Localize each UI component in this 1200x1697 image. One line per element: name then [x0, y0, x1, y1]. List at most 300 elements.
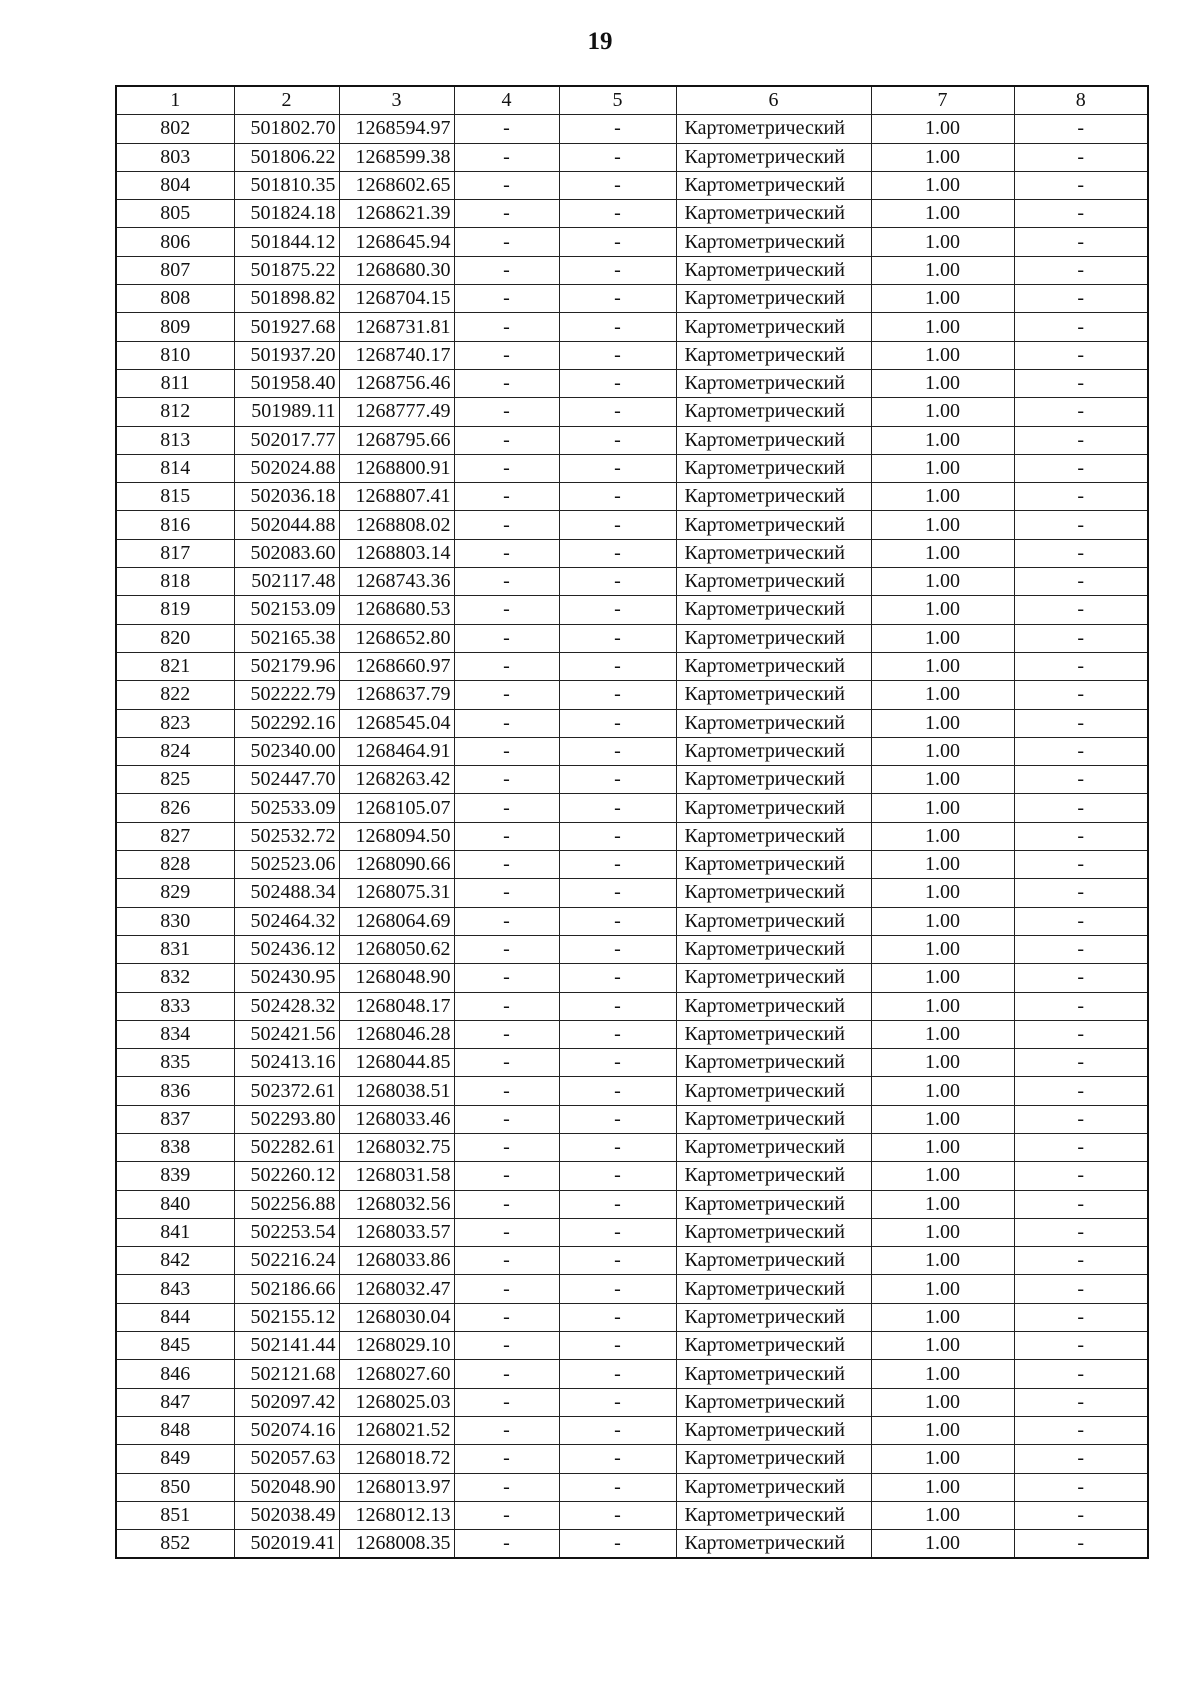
point-number-cell: 841 — [116, 1218, 234, 1246]
table-row — [116, 879, 1148, 907]
col5-cell: - — [559, 511, 676, 539]
x-coordinate-cell: 502436.12 — [234, 935, 339, 963]
point-number-cell: 852 — [116, 1530, 234, 1559]
point-number-cell: 818 — [116, 568, 234, 596]
table-row — [116, 483, 1148, 511]
y-coordinate-cell: 1268660.97 — [339, 652, 454, 680]
col4-cell: - — [454, 341, 559, 369]
accuracy-cell: 1.00 — [871, 794, 1014, 822]
point-number-cell: 802 — [116, 115, 234, 143]
table-row — [116, 454, 1148, 482]
col8-cell: - — [1014, 1247, 1148, 1275]
point-number-cell: 827 — [116, 822, 234, 850]
table-row — [116, 1049, 1148, 1077]
table-row — [116, 228, 1148, 256]
x-coordinate-cell: 502024.88 — [234, 454, 339, 482]
point-number-cell: 820 — [116, 624, 234, 652]
table-row — [116, 1247, 1148, 1275]
point-number-cell: 839 — [116, 1162, 234, 1190]
col5-cell: - — [559, 539, 676, 567]
col5-cell: - — [559, 1388, 676, 1416]
point-number-cell: 843 — [116, 1275, 234, 1303]
y-coordinate-cell: 1268029.10 — [339, 1332, 454, 1360]
method-cell: Картометрический — [676, 596, 871, 624]
col5-cell: - — [559, 1332, 676, 1360]
table-row — [116, 794, 1148, 822]
col4-cell: - — [454, 1020, 559, 1048]
method-cell: Картометрический — [676, 1530, 871, 1559]
col4-cell: - — [454, 907, 559, 935]
table-row — [116, 1530, 1148, 1559]
accuracy-cell: 1.00 — [871, 1332, 1014, 1360]
col5-cell: - — [559, 1133, 676, 1161]
method-cell: Картометрический — [676, 1388, 871, 1416]
y-coordinate-cell: 1268731.81 — [339, 313, 454, 341]
table-row — [116, 426, 1148, 454]
accuracy-cell: 1.00 — [871, 341, 1014, 369]
col8-cell: - — [1014, 341, 1148, 369]
y-coordinate-cell: 1268756.46 — [339, 369, 454, 397]
col4-cell: - — [454, 624, 559, 652]
point-number-cell: 849 — [116, 1445, 234, 1473]
col4-cell: - — [454, 1303, 559, 1331]
col8-cell: - — [1014, 1388, 1148, 1416]
accuracy-cell: 1.00 — [871, 709, 1014, 737]
col8-cell: - — [1014, 1105, 1148, 1133]
method-cell: Картометрический — [676, 1416, 871, 1444]
col8-cell: - — [1014, 483, 1148, 511]
point-number-cell: 821 — [116, 652, 234, 680]
table-row — [116, 652, 1148, 680]
point-number-cell: 809 — [116, 313, 234, 341]
table-row — [116, 851, 1148, 879]
y-coordinate-cell: 1268263.42 — [339, 766, 454, 794]
point-number-cell: 807 — [116, 256, 234, 284]
method-cell: Картометрический — [676, 143, 871, 171]
y-coordinate-cell: 1268018.72 — [339, 1445, 454, 1473]
col5-cell: - — [559, 794, 676, 822]
point-number-cell: 828 — [116, 851, 234, 879]
y-coordinate-cell: 1268704.15 — [339, 285, 454, 313]
method-cell: Картометрический — [676, 539, 871, 567]
y-coordinate-cell: 1268680.53 — [339, 596, 454, 624]
col5-cell: - — [559, 454, 676, 482]
method-cell: Картометрический — [676, 256, 871, 284]
column-header: 7 — [871, 86, 1014, 115]
x-coordinate-cell: 502293.80 — [234, 1105, 339, 1133]
col4-cell: - — [454, 1416, 559, 1444]
col8-cell: - — [1014, 766, 1148, 794]
x-coordinate-cell: 502253.54 — [234, 1218, 339, 1246]
accuracy-cell: 1.00 — [871, 1247, 1014, 1275]
point-number-cell: 850 — [116, 1473, 234, 1501]
y-coordinate-cell: 1268032.56 — [339, 1190, 454, 1218]
column-header: 4 — [454, 86, 559, 115]
col8-cell: - — [1014, 200, 1148, 228]
col4-cell: - — [454, 681, 559, 709]
accuracy-cell: 1.00 — [871, 398, 1014, 426]
point-number-cell: 803 — [116, 143, 234, 171]
y-coordinate-cell: 1268800.91 — [339, 454, 454, 482]
method-cell: Картометрический — [676, 1218, 871, 1246]
method-cell: Картометрический — [676, 568, 871, 596]
col8-cell: - — [1014, 1303, 1148, 1331]
col5-cell: - — [559, 426, 676, 454]
col8-cell: - — [1014, 851, 1148, 879]
x-coordinate-cell: 501802.70 — [234, 115, 339, 143]
table-row — [116, 1445, 1148, 1473]
table-row — [116, 766, 1148, 794]
col4-cell: - — [454, 1218, 559, 1246]
point-number-cell: 845 — [116, 1332, 234, 1360]
accuracy-cell: 1.00 — [871, 652, 1014, 680]
col5-cell: - — [559, 200, 676, 228]
accuracy-cell: 1.00 — [871, 1360, 1014, 1388]
col5-cell: - — [559, 907, 676, 935]
y-coordinate-cell: 1268594.97 — [339, 115, 454, 143]
x-coordinate-cell: 501937.20 — [234, 341, 339, 369]
col5-cell: - — [559, 879, 676, 907]
col8-cell: - — [1014, 1020, 1148, 1048]
table-row — [116, 1162, 1148, 1190]
table-row — [116, 341, 1148, 369]
col8-cell: - — [1014, 1473, 1148, 1501]
col5-cell: - — [559, 935, 676, 963]
col8-cell: - — [1014, 1162, 1148, 1190]
col5-cell: - — [559, 1105, 676, 1133]
y-coordinate-cell: 1268048.90 — [339, 964, 454, 992]
col4-cell: - — [454, 596, 559, 624]
col4-cell: - — [454, 115, 559, 143]
col8-cell: - — [1014, 1275, 1148, 1303]
y-coordinate-cell: 1268046.28 — [339, 1020, 454, 1048]
col5-cell: - — [559, 1162, 676, 1190]
col8-cell: - — [1014, 1077, 1148, 1105]
column-header: 5 — [559, 86, 676, 115]
col5-cell: - — [559, 1247, 676, 1275]
method-cell: Картометрический — [676, 171, 871, 199]
method-cell: Картометрический — [676, 851, 871, 879]
x-coordinate-cell: 501958.40 — [234, 369, 339, 397]
x-coordinate-cell: 502523.06 — [234, 851, 339, 879]
x-coordinate-cell: 502117.48 — [234, 568, 339, 596]
column-header: 1 — [116, 86, 234, 115]
col4-cell: - — [454, 1077, 559, 1105]
col8-cell: - — [1014, 511, 1148, 539]
table-row — [116, 935, 1148, 963]
point-number-cell: 816 — [116, 511, 234, 539]
accuracy-cell: 1.00 — [871, 624, 1014, 652]
method-cell: Картометрический — [676, 285, 871, 313]
table-row — [116, 1218, 1148, 1246]
y-coordinate-cell: 1268064.69 — [339, 907, 454, 935]
accuracy-cell: 1.00 — [871, 992, 1014, 1020]
accuracy-cell: 1.00 — [871, 200, 1014, 228]
accuracy-cell: 1.00 — [871, 1049, 1014, 1077]
col8-cell: - — [1014, 907, 1148, 935]
accuracy-cell: 1.00 — [871, 1445, 1014, 1473]
accuracy-cell: 1.00 — [871, 511, 1014, 539]
col8-cell: - — [1014, 115, 1148, 143]
accuracy-cell: 1.00 — [871, 1416, 1014, 1444]
method-cell: Картометрический — [676, 907, 871, 935]
column-header: 3 — [339, 86, 454, 115]
x-coordinate-cell: 502165.38 — [234, 624, 339, 652]
x-coordinate-cell: 501927.68 — [234, 313, 339, 341]
col4-cell: - — [454, 709, 559, 737]
col4-cell: - — [454, 1247, 559, 1275]
point-number-cell: 805 — [116, 200, 234, 228]
y-coordinate-cell: 1268464.91 — [339, 737, 454, 765]
method-cell: Картометрический — [676, 398, 871, 426]
y-coordinate-cell: 1268777.49 — [339, 398, 454, 426]
accuracy-cell: 1.00 — [871, 1105, 1014, 1133]
col4-cell: - — [454, 879, 559, 907]
col4-cell: - — [454, 1133, 559, 1161]
column-header: 8 — [1014, 86, 1148, 115]
method-cell: Картометрический — [676, 709, 871, 737]
accuracy-cell: 1.00 — [871, 1020, 1014, 1048]
col4-cell: - — [454, 652, 559, 680]
x-coordinate-cell: 502048.90 — [234, 1473, 339, 1501]
col8-cell: - — [1014, 624, 1148, 652]
table-row — [116, 907, 1148, 935]
method-cell: Картометрический — [676, 1190, 871, 1218]
col8-cell: - — [1014, 596, 1148, 624]
col4-cell: - — [454, 454, 559, 482]
method-cell: Картометрический — [676, 964, 871, 992]
y-coordinate-cell: 1268803.14 — [339, 539, 454, 567]
method-cell: Картометрический — [676, 681, 871, 709]
method-cell: Картометрический — [676, 935, 871, 963]
x-coordinate-cell: 502532.72 — [234, 822, 339, 850]
x-coordinate-cell: 502421.56 — [234, 1020, 339, 1048]
table-row — [116, 171, 1148, 199]
col4-cell: - — [454, 483, 559, 511]
method-cell: Картометрический — [676, 1360, 871, 1388]
col8-cell: - — [1014, 228, 1148, 256]
col4-cell: - — [454, 1445, 559, 1473]
col4-cell: - — [454, 822, 559, 850]
col5-cell: - — [559, 737, 676, 765]
accuracy-cell: 1.00 — [871, 1133, 1014, 1161]
y-coordinate-cell: 1268033.86 — [339, 1247, 454, 1275]
col4-cell: - — [454, 851, 559, 879]
accuracy-cell: 1.00 — [871, 1077, 1014, 1105]
col5-cell: - — [559, 1360, 676, 1388]
point-number-cell: 817 — [116, 539, 234, 567]
table-row — [116, 568, 1148, 596]
col4-cell: - — [454, 1049, 559, 1077]
method-cell: Картометрический — [676, 341, 871, 369]
point-number-cell: 811 — [116, 369, 234, 397]
x-coordinate-cell: 501806.22 — [234, 143, 339, 171]
y-coordinate-cell: 1268027.60 — [339, 1360, 454, 1388]
method-cell: Картометрический — [676, 624, 871, 652]
accuracy-cell: 1.00 — [871, 1162, 1014, 1190]
col8-cell: - — [1014, 1218, 1148, 1246]
col5-cell: - — [559, 171, 676, 199]
y-coordinate-cell: 1268048.17 — [339, 992, 454, 1020]
x-coordinate-cell: 502216.24 — [234, 1247, 339, 1275]
y-coordinate-cell: 1268090.66 — [339, 851, 454, 879]
col4-cell: - — [454, 1530, 559, 1559]
y-coordinate-cell: 1268008.35 — [339, 1530, 454, 1559]
col8-cell: - — [1014, 256, 1148, 284]
col4-cell: - — [454, 511, 559, 539]
col5-cell: - — [559, 1530, 676, 1559]
point-number-cell: 840 — [116, 1190, 234, 1218]
x-coordinate-cell: 502153.09 — [234, 596, 339, 624]
col4-cell: - — [454, 1162, 559, 1190]
col8-cell: - — [1014, 539, 1148, 567]
method-cell: Картометрический — [676, 426, 871, 454]
y-coordinate-cell: 1268021.52 — [339, 1416, 454, 1444]
col8-cell: - — [1014, 681, 1148, 709]
point-number-cell: 815 — [116, 483, 234, 511]
method-cell: Картометрический — [676, 1275, 871, 1303]
accuracy-cell: 1.00 — [871, 1218, 1014, 1246]
accuracy-cell: 1.00 — [871, 483, 1014, 511]
table-row — [116, 511, 1148, 539]
y-coordinate-cell: 1268645.94 — [339, 228, 454, 256]
method-cell: Картометрический — [676, 511, 871, 539]
y-coordinate-cell: 1268652.80 — [339, 624, 454, 652]
column-header: 6 — [676, 86, 871, 115]
col5-cell: - — [559, 1303, 676, 1331]
table-row — [116, 1133, 1148, 1161]
method-cell: Картометрический — [676, 652, 871, 680]
x-coordinate-cell: 502017.77 — [234, 426, 339, 454]
col8-cell: - — [1014, 964, 1148, 992]
point-number-cell: 813 — [116, 426, 234, 454]
col8-cell: - — [1014, 313, 1148, 341]
table-row — [116, 596, 1148, 624]
col4-cell: - — [454, 398, 559, 426]
table-row — [116, 1105, 1148, 1133]
col5-cell: - — [559, 596, 676, 624]
accuracy-cell: 1.00 — [871, 1473, 1014, 1501]
y-coordinate-cell: 1268740.17 — [339, 341, 454, 369]
col5-cell: - — [559, 851, 676, 879]
table-row — [116, 992, 1148, 1020]
point-number-cell: 808 — [116, 285, 234, 313]
col4-cell: - — [454, 143, 559, 171]
col4-cell: - — [454, 1275, 559, 1303]
x-coordinate-cell: 502083.60 — [234, 539, 339, 567]
y-coordinate-cell: 1268044.85 — [339, 1049, 454, 1077]
y-coordinate-cell: 1268743.36 — [339, 568, 454, 596]
y-coordinate-cell: 1268637.79 — [339, 681, 454, 709]
accuracy-cell: 1.00 — [871, 1275, 1014, 1303]
point-number-cell: 842 — [116, 1247, 234, 1275]
col8-cell: - — [1014, 568, 1148, 596]
col8-cell: - — [1014, 426, 1148, 454]
point-number-cell: 810 — [116, 341, 234, 369]
x-coordinate-cell: 502292.16 — [234, 709, 339, 737]
accuracy-cell: 1.00 — [871, 907, 1014, 935]
col8-cell: - — [1014, 454, 1148, 482]
col5-cell: - — [559, 992, 676, 1020]
table-row — [116, 115, 1148, 143]
y-coordinate-cell: 1268105.07 — [339, 794, 454, 822]
col5-cell: - — [559, 709, 676, 737]
x-coordinate-cell: 502038.49 — [234, 1501, 339, 1529]
method-cell: Картометрический — [676, 1162, 871, 1190]
x-coordinate-cell: 502155.12 — [234, 1303, 339, 1331]
col5-cell: - — [559, 1218, 676, 1246]
x-coordinate-cell: 502097.42 — [234, 1388, 339, 1416]
col4-cell: - — [454, 426, 559, 454]
method-cell: Картометрический — [676, 737, 871, 765]
method-cell: Картометрический — [676, 313, 871, 341]
table-row — [116, 1020, 1148, 1048]
x-coordinate-cell: 502533.09 — [234, 794, 339, 822]
x-coordinate-cell: 502044.88 — [234, 511, 339, 539]
accuracy-cell: 1.00 — [871, 737, 1014, 765]
y-coordinate-cell: 1268807.41 — [339, 483, 454, 511]
col4-cell: - — [454, 737, 559, 765]
point-number-cell: 829 — [116, 879, 234, 907]
y-coordinate-cell: 1268033.46 — [339, 1105, 454, 1133]
accuracy-cell: 1.00 — [871, 1388, 1014, 1416]
table-row — [116, 200, 1148, 228]
point-number-cell: 824 — [116, 737, 234, 765]
col5-cell: - — [559, 681, 676, 709]
x-coordinate-cell: 502141.44 — [234, 1332, 339, 1360]
x-coordinate-cell: 502340.00 — [234, 737, 339, 765]
accuracy-cell: 1.00 — [871, 256, 1014, 284]
y-coordinate-cell: 1268545.04 — [339, 709, 454, 737]
x-coordinate-cell: 501898.82 — [234, 285, 339, 313]
col8-cell: - — [1014, 1133, 1148, 1161]
x-coordinate-cell: 502057.63 — [234, 1445, 339, 1473]
accuracy-cell: 1.00 — [871, 454, 1014, 482]
x-coordinate-cell: 502179.96 — [234, 652, 339, 680]
x-coordinate-cell: 501989.11 — [234, 398, 339, 426]
accuracy-cell: 1.00 — [871, 596, 1014, 624]
x-coordinate-cell: 502260.12 — [234, 1162, 339, 1190]
point-number-cell: 836 — [116, 1077, 234, 1105]
header-row — [116, 86, 1148, 115]
col5-cell: - — [559, 1275, 676, 1303]
point-number-cell: 812 — [116, 398, 234, 426]
col8-cell: - — [1014, 737, 1148, 765]
point-number-cell: 814 — [116, 454, 234, 482]
col5-cell: - — [559, 256, 676, 284]
table-row — [116, 285, 1148, 313]
method-cell: Картометрический — [676, 879, 871, 907]
col4-cell: - — [454, 1105, 559, 1133]
x-coordinate-cell: 502413.16 — [234, 1049, 339, 1077]
col5-cell: - — [559, 624, 676, 652]
col8-cell: - — [1014, 1501, 1148, 1529]
col8-cell: - — [1014, 398, 1148, 426]
table-row — [116, 1360, 1148, 1388]
accuracy-cell: 1.00 — [871, 285, 1014, 313]
accuracy-cell: 1.00 — [871, 851, 1014, 879]
point-number-cell: 835 — [116, 1049, 234, 1077]
table-row — [116, 681, 1148, 709]
col8-cell: - — [1014, 143, 1148, 171]
table-row — [116, 1332, 1148, 1360]
y-coordinate-cell: 1268075.31 — [339, 879, 454, 907]
method-cell: Картометрический — [676, 1049, 871, 1077]
col8-cell: - — [1014, 1530, 1148, 1559]
col8-cell: - — [1014, 1332, 1148, 1360]
point-number-cell: 806 — [116, 228, 234, 256]
col4-cell: - — [454, 1388, 559, 1416]
